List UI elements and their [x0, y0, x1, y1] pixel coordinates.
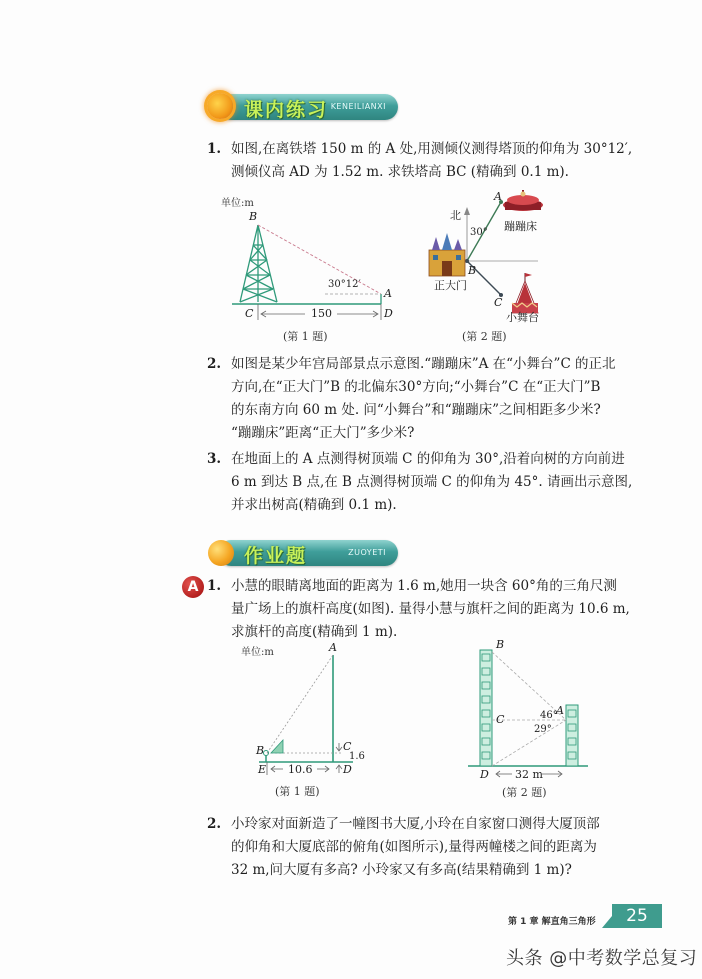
problem-1-1: [207, 138, 632, 184]
point-label-c: C: [245, 307, 254, 320]
section-subtitle: KENEILIANXI: [330, 102, 386, 111]
trampoline-label: 蹦蹦床: [504, 220, 537, 233]
point-label-c: C: [496, 713, 505, 726]
section-title: 课内练习: [244, 99, 329, 121]
problem-text-line: 量广场上的旗杆高度(如图). 量得小慧与旗杆之间的距离为 10.6 m,: [231, 601, 630, 617]
problem-text-line: 32 m,问大厦有多高? 小玲家又有多高(结果精确到 1 m)?: [231, 862, 572, 878]
problem-2-1: [207, 575, 630, 644]
point-label-d: D: [480, 768, 489, 781]
problem-text-line: 在地面上的 A 点测得树顶端 C 的仰角为 30°,沿着向树的方向前进: [231, 451, 625, 467]
problem-1-3: [207, 448, 632, 517]
problem-text-line: 如图是某少年宫局部景点示意图.“蹦蹦床”A 在“小舞台”C 的正北: [231, 356, 616, 372]
section-title: 作业题: [244, 545, 308, 567]
figure-caption: (第 2 题): [502, 786, 547, 799]
point-label-c: C: [343, 740, 352, 753]
level-a-badge: A: [182, 576, 204, 598]
problem-text-line: 测倾仪高 AD 为 1.52 m. 求铁塔高 BC (精确到 0.1 m).: [231, 164, 569, 180]
problem-text-line: 6 m 到达 B 点,在 B 点测得树顶端 C 的仰角为 45°. 请画出示意图,: [231, 474, 633, 490]
point-label-e: E: [258, 763, 267, 776]
section-banner-homework: [218, 540, 398, 566]
north-label: 北: [450, 209, 461, 222]
section-subtitle: ZUOYETI: [348, 548, 386, 557]
problem-text-line: “蹦蹦床”距离“正大门”多少米?: [231, 425, 415, 441]
point-label-a: A: [384, 287, 392, 300]
problem-1-2: [207, 353, 616, 445]
point-label-a: A: [329, 641, 337, 654]
problem-number: 1.: [207, 141, 222, 157]
figure-tower: [215, 190, 415, 345]
problem-text-line: 的仰角和大厦底部的俯角(如图所示),量得两幢楼之间的距离为: [231, 839, 597, 855]
problem-text-line: 小玲家对面新造了一幢图书大厦,小玲在自家窗口测得大厦顶部: [231, 816, 600, 832]
point-label-b: B: [256, 744, 265, 757]
chapter-footer: 第 1 章 解直角三角形: [508, 917, 596, 927]
tower-diagram: [215, 190, 415, 345]
figure-caption: (第 1 题): [283, 330, 328, 343]
point-label-b: B: [249, 210, 258, 223]
problem-text-line: 方向,在“正大门”B 的北偏东30°方向;“小舞台”C 在“正大门”B: [231, 379, 601, 395]
height-label: 1.6: [349, 751, 365, 762]
point-label-b: B: [468, 264, 477, 277]
point-label-b: B: [496, 638, 505, 651]
angle-label: 30°: [470, 227, 488, 238]
angle-down-label: 29°: [534, 724, 552, 735]
problem-number: 1.: [207, 578, 222, 594]
castle-gate-icon: [429, 233, 465, 276]
point-label-a: A: [556, 704, 564, 717]
distance-label: 32 m: [515, 768, 543, 781]
problem-text-line: 求旗杆的高度(精确到 1 m).: [231, 624, 398, 640]
problem-text-line: 小慧的眼睛离地面的距离为 1.6 m,她用一块含 60°角的三角尺测: [231, 578, 617, 594]
problem-text-line: 如图,在离铁塔 150 m 的 A 处,用测倾仪测得塔顶的仰角为 30°12′,: [231, 141, 633, 157]
stage-tent-icon: [512, 273, 538, 313]
angle-up-label: 46°: [540, 710, 558, 721]
point-label-d: D: [384, 307, 393, 320]
sun-icon: [207, 93, 233, 119]
park-diagram: [420, 185, 570, 345]
figure-caption: (第 1 题): [275, 785, 320, 798]
figure-caption: (第 2 题): [462, 330, 507, 343]
point-label-a: A: [494, 190, 502, 203]
gate-label: 正大门: [434, 279, 467, 292]
problem-2-2: [207, 813, 600, 882]
distance-label: 10.6: [288, 763, 313, 776]
point-label-d: D: [343, 763, 352, 776]
trampoline-icon: [503, 190, 543, 211]
distance-label: 150: [311, 307, 332, 320]
problem-number: 2.: [207, 356, 222, 372]
page-number: 25: [612, 904, 662, 928]
problem-number: 2.: [207, 816, 222, 832]
problem-number: 3.: [207, 451, 222, 467]
unit-label: 单位:m: [241, 647, 274, 658]
orange-ball-icon: [208, 540, 234, 566]
unit-label: 单位:m: [221, 198, 254, 209]
problem-text-line: 的东南方向 60 m 处. 问“小舞台”和“蹦蹦床”之间相距多少米?: [231, 402, 601, 418]
section-banner-classroom-practice: [218, 94, 398, 120]
figure-flagpole: [225, 635, 395, 810]
problem-text-line: 并求出树高(精确到 0.1 m).: [231, 497, 397, 513]
watermark: 头条 @中考数学总复习: [506, 948, 698, 969]
figure-park-map: [420, 185, 570, 345]
figure-buildings: [460, 635, 600, 810]
point-label-c: C: [494, 296, 503, 309]
angle-label: 30°12′: [328, 279, 361, 290]
stage-label: 小舞台: [506, 311, 539, 324]
